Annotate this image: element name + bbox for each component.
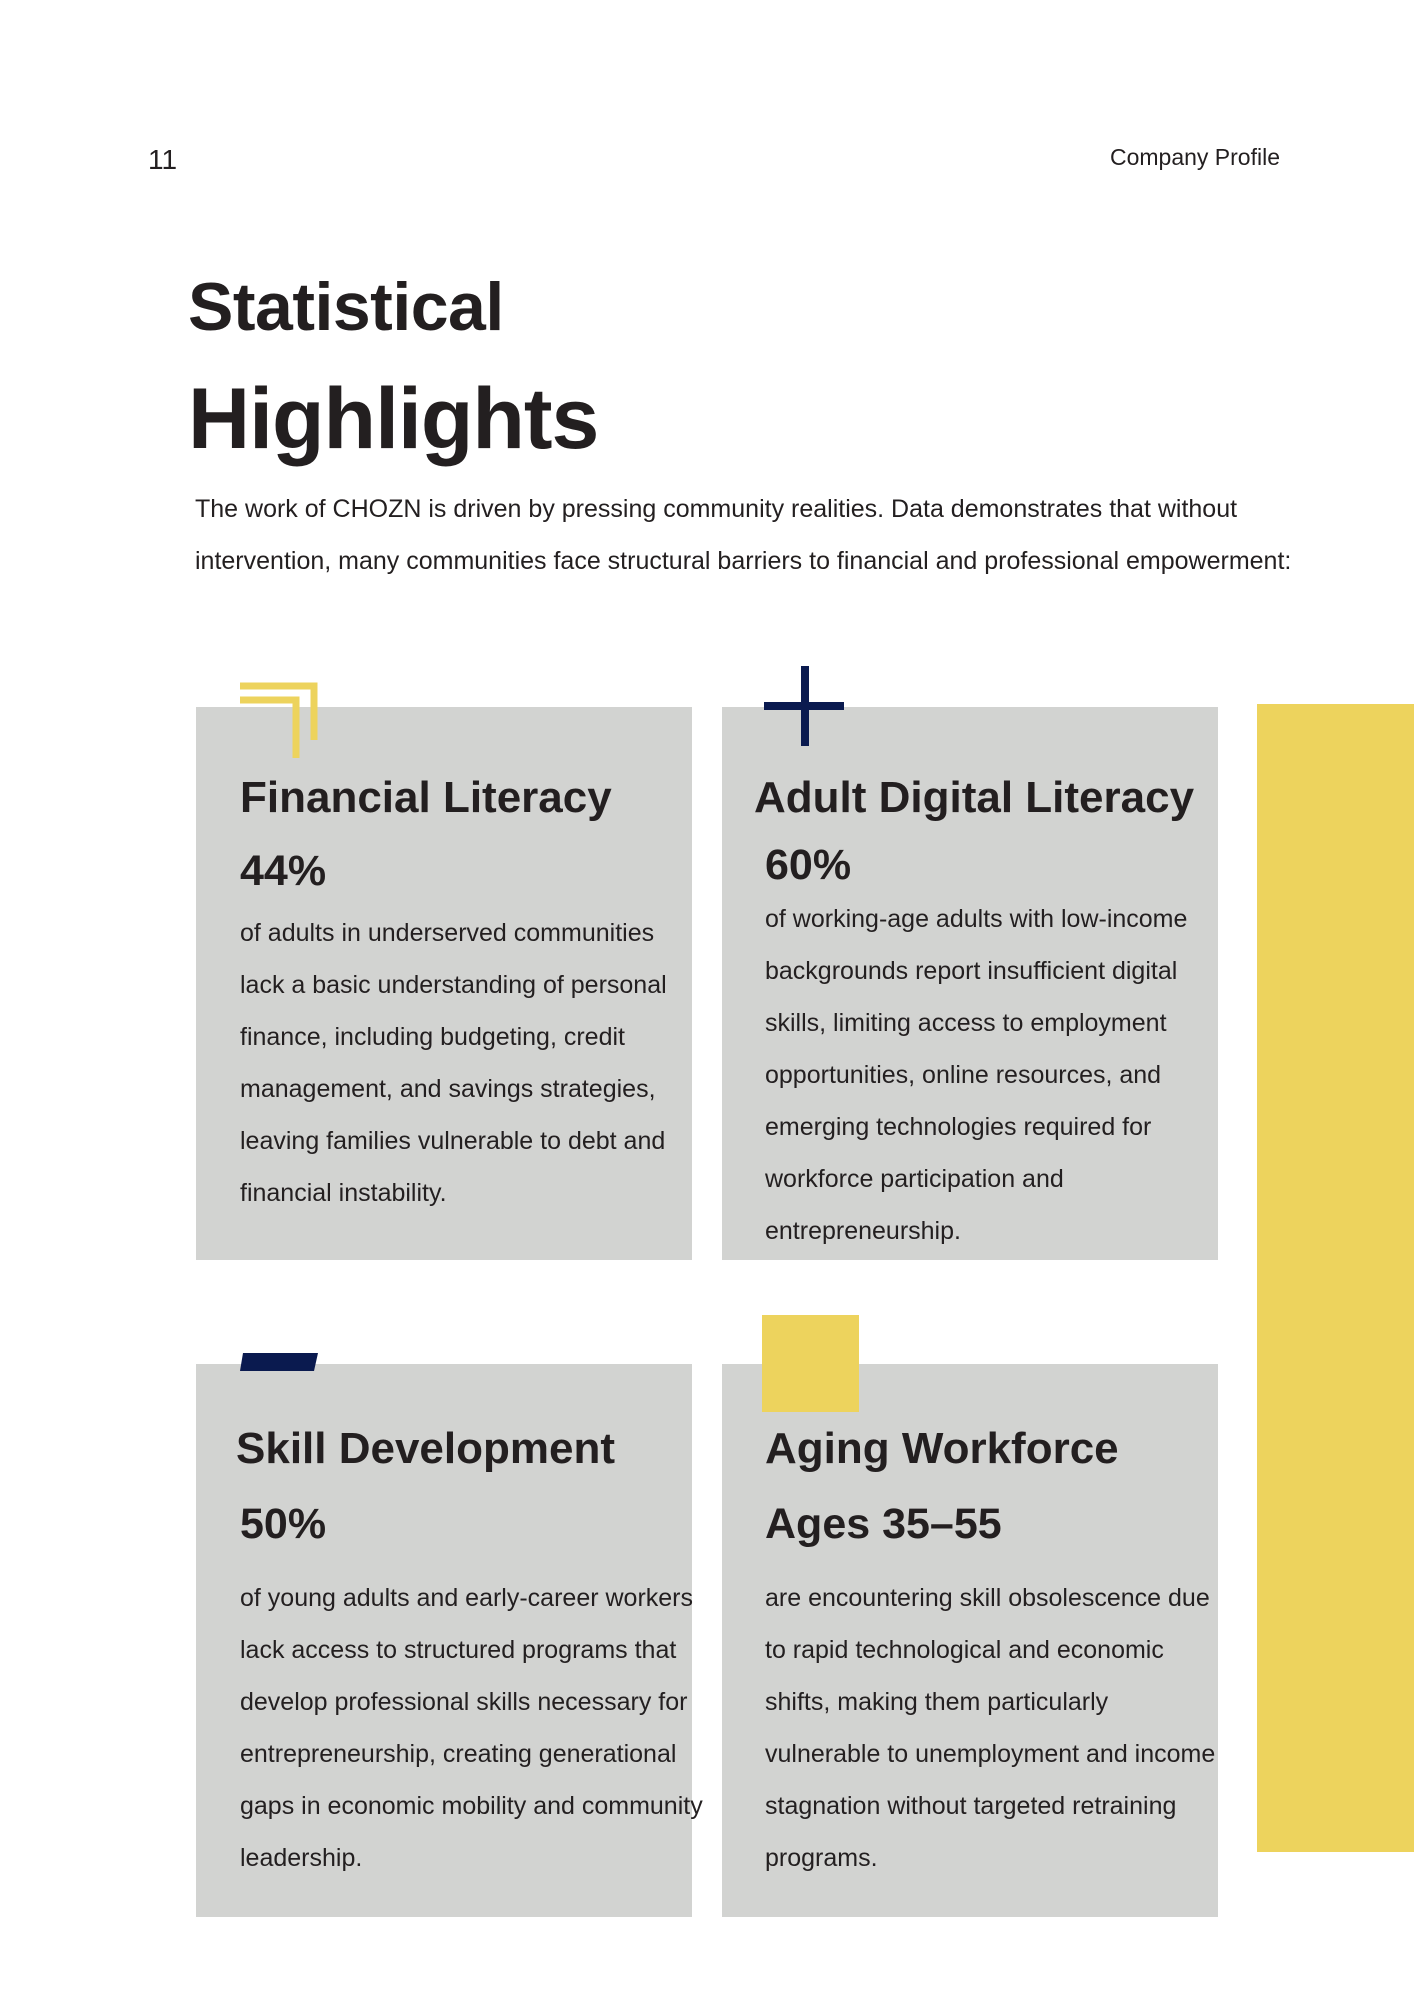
stat-card-financial-literacy xyxy=(196,707,692,1260)
corner-bracket-icon xyxy=(238,678,322,762)
stat-card-skill-development xyxy=(196,1364,703,1917)
card-body: of young adults and early-career workers lack access to structured programs that develop professional skills necessary for entrepreneurship, creating generational gaps in economic mobility and community leadership. xyxy=(240,1584,703,1872)
card-title: Adult Digital Literacy xyxy=(754,773,1195,822)
page-title-line-1: Statistical xyxy=(188,269,504,345)
card-body: of adults in underserved communities lack a basic understanding of personal finance, including budgeting, credit management, and savings strategies, leaving families vulnerable to debt and financial instability. xyxy=(240,919,667,1207)
card-stat: 50% xyxy=(240,1500,327,1548)
card-stat: Ages 35–55 xyxy=(765,1500,1002,1548)
page-number: 11 xyxy=(148,144,178,175)
card-stat: 60% xyxy=(765,841,852,889)
decorative-yellow-bar xyxy=(1257,704,1414,1852)
page-title-line-2: Highlights xyxy=(188,371,599,467)
intro-paragraph: The work of CHOZN is driven by pressing community realities. Data demonstrates that without intervention, many communities face structural barriers to financial and professional empowerment: xyxy=(195,495,1292,575)
document-label: Company Profile xyxy=(1109,144,1280,170)
card-body: of working-age adults with low-income backgrounds report insufficient digital skills, limiting access to employment opportunities, online resources, and emerging technologies required for workforce participation and entrepreneurship. xyxy=(765,905,1188,1245)
dash-accent-icon xyxy=(240,1353,320,1373)
stat-card-aging-workforce xyxy=(722,1364,1218,1917)
card-title: Skill Development xyxy=(236,1424,616,1473)
card-body: are encountering skill obsolescence due to rapid technological and economic shifts, making them particularly vulnerable to unemployment and income stagnation without targeted retraining programs. xyxy=(765,1584,1216,1872)
card-stat: 44% xyxy=(240,847,327,895)
card-title: Financial Literacy xyxy=(240,773,612,822)
card-title: Aging Workforce xyxy=(765,1424,1119,1473)
plus-icon xyxy=(764,666,846,748)
stat-card-adult-digital-literacy xyxy=(722,707,1218,1260)
yellow-square-accent xyxy=(762,1315,859,1412)
